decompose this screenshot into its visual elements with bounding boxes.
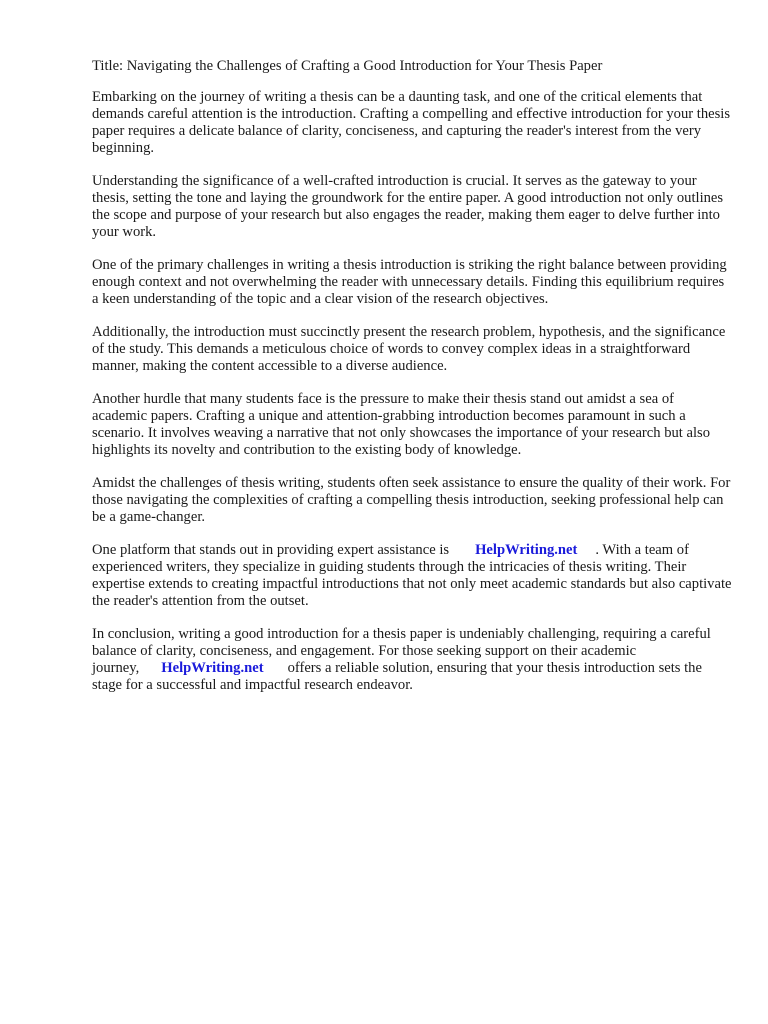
paragraph-platform (92, 542, 732, 610)
helpwriting-link[interactable]: HelpWriting.net (475, 542, 578, 558)
conclusion-text-after: offers a reliable solution, ensuring that your thesis introduction sets the stage for a successful and impactful research endeavor. (92, 660, 702, 693)
paragraph-stand-out: Another hurdle that many students face is the pressure to make their thesis stand out amidst a sea of academic papers. Crafting a unique and attention-grabbing introduction becomes paramount in such a scenario. It involves weaving a narrative that not only showcases the importance of your research but also highlights its novelty and contribution to the existing body of knowledge. (92, 391, 711, 458)
document-page (92, 58, 732, 710)
conclusion-text-before: In conclusion, writing a good introduction for a thesis paper is undeniably challenging, requiring a careful balance of clarity, conciseness, and engagement. For those seeking support on their academic journey, (92, 626, 711, 676)
paragraph-research-problem: Additionally, the introduction must succinctly present the research problem, hypothesis, and the significance of the study. This demands a meticulous choice of words to convey complex ideas in a straightforward manner, making the content accessible to a diverse audience. (92, 324, 726, 374)
paragraph-significance: Understanding the significance of a well-crafted introduction is crucial. It serves as the gateway to your thesis, setting the tone and laying the groundwork for the entire paper. A good introduction not only outlines the scope and purpose of your research but also engages the reader, making them eager to delve further into your work. (92, 173, 724, 240)
paragraph-assistance: Amidst the challenges of thesis writing, students often seek assistance to ensure the quality of their work. For those navigating the complexities of crafting a compelling thesis introduction, seeking professional help can be a game-changer. (92, 475, 731, 525)
paragraph-conclusion (92, 626, 732, 694)
paragraph-challenges: One of the primary challenges in writing a thesis introduction is striking the right balance between providing enough context and not overwhelming the reader with unnecessary details. Finding this equilibrium requires a keen understanding of the topic and a clear vision of the research objectives. (92, 257, 727, 307)
helpwriting-link-conclusion[interactable]: HelpWriting.net (161, 660, 264, 676)
platform-text-after: . With a team of experienced writers, they specialize in guiding students through the intricacies of thesis writing. Their expertise extends to creating impactful introductions that not only meet academic standards but also captivate the reader's attention from the outset. (92, 542, 732, 609)
document-title: Title: Navigating the Challenges of Crafting a Good Introduction for Your Thesis Paper (92, 58, 603, 74)
platform-text-before: One platform that stands out in providing expert assistance is (92, 542, 450, 558)
paragraph-intro: Embarking on the journey of writing a thesis can be a daunting task, and one of the critical elements that demands careful attention is the introduction. Crafting a compelling and effective introduction for your thesis paper requires a delicate balance of clarity, conciseness, and capturing the reader's interest from the very beginning. (92, 89, 731, 156)
